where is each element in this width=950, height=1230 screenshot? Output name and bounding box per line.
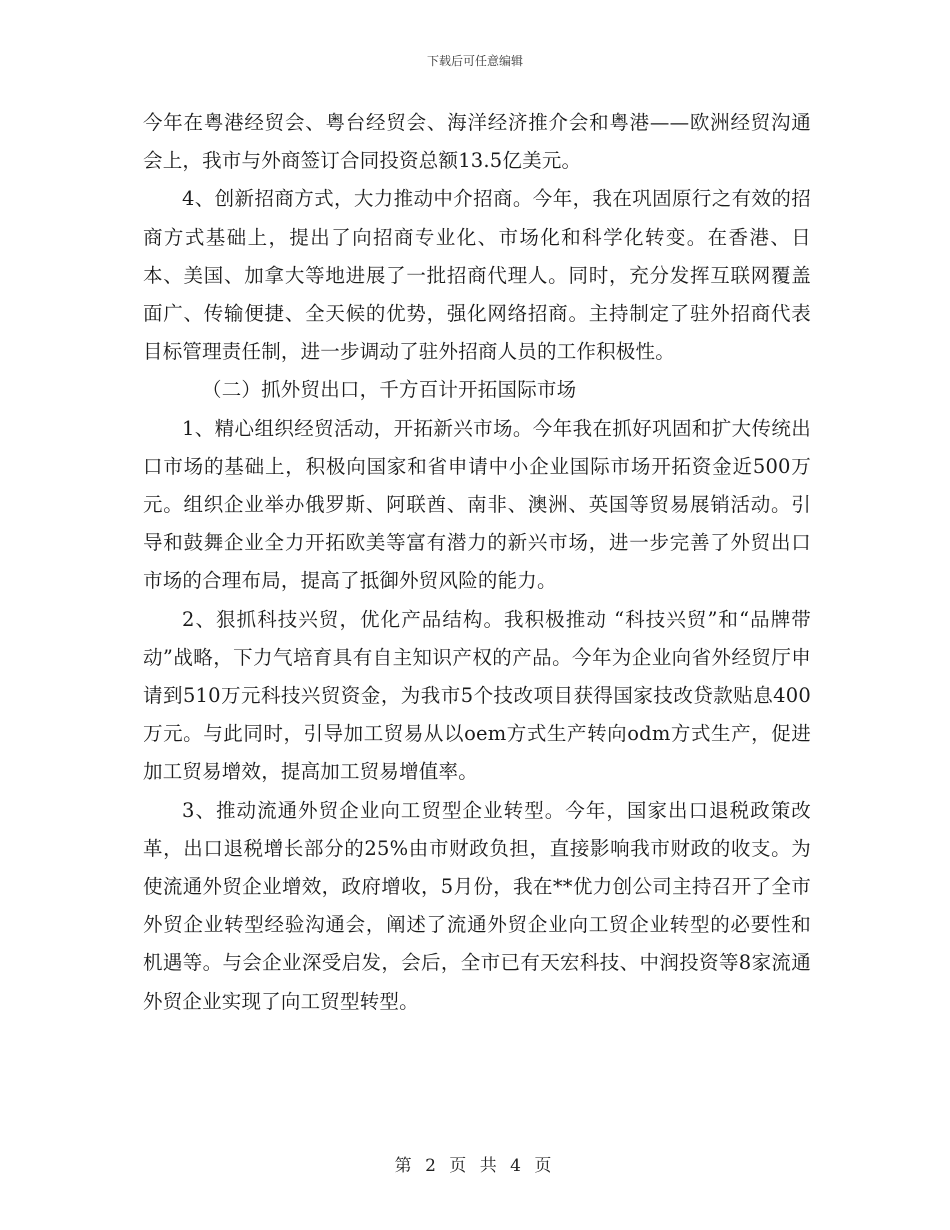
paragraph-item-3: 3、推动流通外贸企业向工贸型企业转型。今年，国家出口退税政策改革，出口退税增长部分的25%由市财政负担，直接影响我市财政的收支。为使流通外贸企业增效，政府增收，5月份，我在**优力创公司主持召开了全市外贸企业转型经验沟通会，阐述了流通外贸企业向工贸企业转型的必要性和机遇等。与会企业深受启发，会后，全市已有天宏科技、中润投资等8家流通外贸企业实现了向工贸型转型。 bbox=[143, 798, 811, 1013]
page-header: 下载后可任意编辑 bbox=[426, 54, 523, 68]
paragraph-continuation: 今年在粤港经贸会、粤台经贸会、海洋经济推介会和粤港——欧洲经贸沟通会上，我市与外商签订合同投资总额13.5亿美元。 bbox=[143, 111, 811, 173]
paragraph-item-2: 2、狠抓科技兴贸，优化产品结构。我积极推动 “科技兴贸”和“品牌带动”战略，下力气培育具有自主知识产权的产品。今年为企业向省外经贸厅申请到510万元科技兴贸资金，为我市5个技改项目获得国家技改贷款贴息400万元。与此同时，引导加工贸易从以oem方式生产转向odm方式生产，促进加工贸易增效，提高加工贸易增值率。 bbox=[143, 607, 811, 784]
page-number-footer: 第 2 页 共 4 页 bbox=[394, 1156, 556, 1176]
paragraph-item-4: 4、创新招商方式，大力推动中介招商。今年，我在巩固原行之有效的招商方式基础上，提出了向招商专业化、市场化和科学化转变。在香港、日本、美国、加拿大等地进展了一批招商代理人。同时，充分发挥互联网覆盖面广、传输便捷、全天候的优势，强化网络招商。主持制定了驻外招商代表目标管理责任制，进一步调动了驻外招商人员的工作积极性。 bbox=[143, 187, 811, 364]
document-body bbox=[143, 104, 811, 1021]
section-heading: （二）抓外贸出口，千方百计开拓国际市场 bbox=[202, 378, 577, 402]
paragraph-item-1: 1、精心组织经贸活动，开拓新兴市场。今年我在抓好巩固和扩大传统出口市场的基础上，积极向国家和省申请中小企业国际市场开拓资金近500万元。组织企业举办俄罗斯、阿联酋、南非、澳洲、英国等贸易展销活动。引导和鼓舞企业全力开拓欧美等富有潜力的新兴市场，进一步完善了外贸出口市场的合理布局，提高了抵御外贸风险的能力。 bbox=[143, 416, 811, 593]
